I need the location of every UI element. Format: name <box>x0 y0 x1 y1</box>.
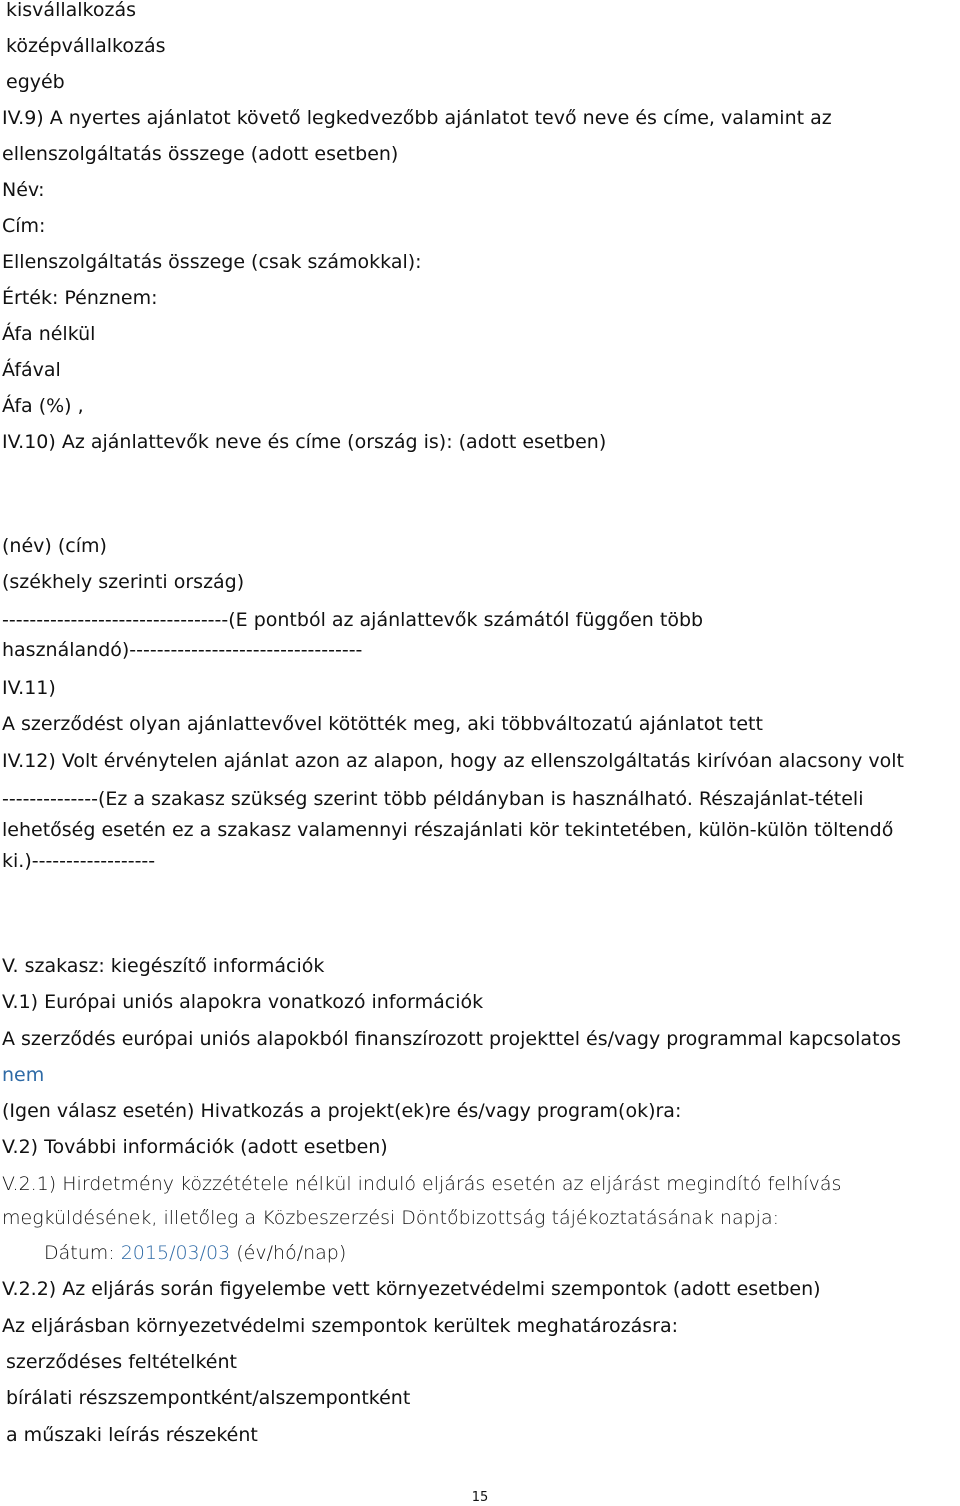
section-iv9-heading-cont: ellenszolgáltatás összege (adott esetben) <box>2 143 399 165</box>
field-nev-cim: (név) (cím) <box>2 535 107 557</box>
section-iv12-heading: IV.12) Volt érvénytelen ajánlat azon az alapon, hogy az ellenszolgáltatás kirívóan alacsony volt <box>2 750 904 772</box>
field-afaval: Áfával <box>2 359 61 381</box>
section-iv10-heading: IV.10) Az ajánlattevők neve és címe (ország is): (adott esetben) <box>2 431 607 453</box>
separator-usage-note-line3: ki.)------------------ <box>2 850 156 872</box>
separator-note-line1: ---------------------------------(E pontból az ajánlattevők számától függően több <box>2 609 704 631</box>
section-v22-heading: V.2.2) Az eljárás során figyelembe vett környezetvédelmi szempontok (adott esetben) <box>2 1278 821 1300</box>
section-iv11-heading: IV.11) <box>2 677 56 699</box>
date-label: Dátum: <box>44 1242 121 1264</box>
field-afa-nelkul: Áfa nélkül <box>2 323 96 345</box>
field-nev: Név: <box>2 179 45 201</box>
section-v1-answer: nem <box>2 1064 45 1086</box>
section-v21-line1: V.2.1) Hirdetmény közzététele nélkül induló eljárás esetén az eljárást megindító felhívás <box>2 1173 842 1195</box>
section-iv9-heading: IV.9) A nyertes ajánlatot követő legkedvezőbb ajánlatot tevő neve és címe, valamint az <box>2 107 832 129</box>
section-v2-heading: V.2) További információk (adott esetben) <box>2 1136 388 1158</box>
option-kisvallalkozas: kisvállalkozás <box>6 0 137 21</box>
date-line <box>44 1241 346 1265</box>
option-egyeb: egyéb <box>6 71 65 93</box>
option-szerzodeses-feltetel: szerződéses feltételként <box>6 1351 237 1373</box>
field-cim: Cím: <box>2 215 46 237</box>
separator-note-line2: használandó)---------------------------------- <box>2 639 363 661</box>
option-muszaki-leiras: a műszaki leírás részeként <box>6 1424 258 1446</box>
separator-usage-note-line1: --------------(Ez a szakasz szükség szerint több példányban is használható. Részajánlat-tételi <box>2 788 864 810</box>
section-v1-reference-label: (Igen válasz esetén) Hivatkozás a projekt(ek)re és/vagy program(ok)ra: <box>2 1100 682 1122</box>
section-v22-text: Az eljárásban környezetvédelmi szempontok kerültek meghatározásra: <box>2 1315 679 1337</box>
section-v-heading: V. szakasz: kiegészítő információk <box>2 955 325 977</box>
date-value: 2015/03/03 <box>120 1242 231 1264</box>
page-number: 15 <box>471 1490 489 1505</box>
date-format: (év/hó/nap) <box>230 1242 347 1264</box>
section-v1-question: A szerződés európai uniós alapokból finanszírozott projekttel és/vagy programmal kapcsolatos <box>2 1028 902 1050</box>
option-kozepvallalkozas: középvállalkozás <box>6 35 166 57</box>
separator-usage-note-line2: lehetőség esetén ez a szakasz valamennyi részajánlati kör tekintetében, külön-külön töltendő <box>2 819 894 841</box>
field-ellenszolgaltatas: Ellenszolgáltatás összege (csak számokkal): <box>2 251 422 273</box>
section-iv11-text: A szerződést olyan ajánlattevővel kötötték meg, aki többváltozatú ajánlatot tett <box>2 713 763 735</box>
section-v21-line2: megküldésének, illetőleg a Közbeszerzési Döntőbizottság tájékoztatásának napja: <box>2 1207 779 1229</box>
field-afa-percent: Áfa (%) , <box>2 395 84 417</box>
option-birálati-reszszempont: bírálati részszempontként/alszempontként <box>6 1387 411 1409</box>
field-ertek-penznem: Érték: Pénznem: <box>2 287 158 309</box>
section-v1-heading: V.1) Európai uniós alapokra vonatkozó információk <box>2 991 484 1013</box>
field-szekhely-orszag: (székhely szerinti ország) <box>2 571 245 593</box>
